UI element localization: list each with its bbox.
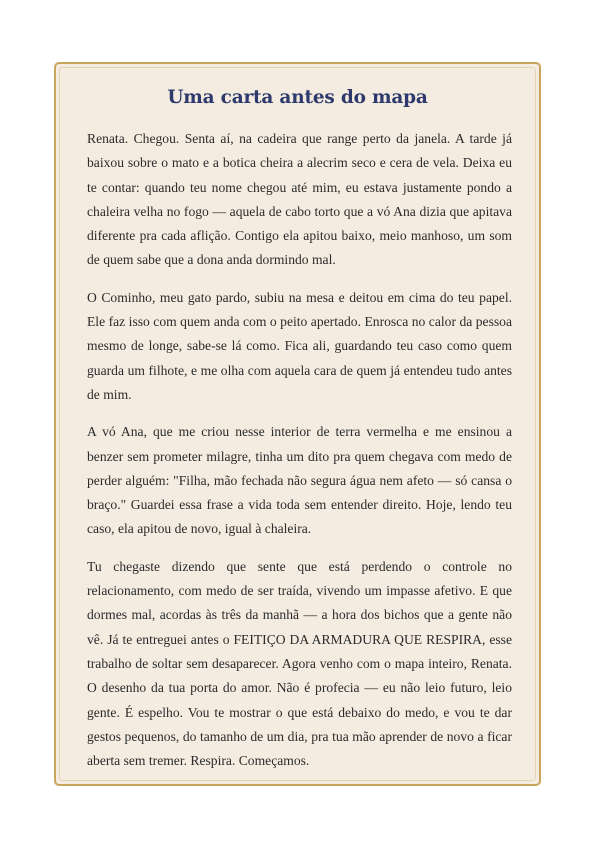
letter-card — [54, 62, 541, 786]
letter-title: Uma carta antes do mapa — [167, 87, 428, 108]
paragraph-1: Renata. Chegou. Senta aí, na cadeira que range perto da janela. A tarde já baixou sobre o mato e a botica cheira a alecrim seco e cera de vela. Deixa eu te contar: quando teu nome chegou até mim, eu estava justamente pondo a chaleira velha no fogo — aquela de cabo torto que a vó Ana dizia que apitava diferente pra cada aflição. Contigo ela apitou baixo, meio manhoso, um som de quem sabe que a dona anda dormindo mal. — [87, 131, 512, 268]
paragraph-3: A vó Ana, que me criou nesse interior de terra vermelha e me ensinou a benzer sem prometer milagre, tinha um dito pra quem chegava com medo de perder alguém: "Filha, mão fechada não segura água nem afeto — só cansa o braço." Guardei essa frase a vida toda sem entender direito. Hoje, lendo teu caso, ela apitou de novo, igual à chaleira. — [87, 424, 512, 537]
paragraph-4: Tu chegaste dizendo que sente que está perdendo o controle no relacionamento, com medo de ser traída, vivendo um impasse afetivo. E que dormes mal, acordas às três da manhã — a hora dos bichos que a gente não vê. Já te entreguei antes o FEITIÇO DA ARMADURA QUE RESPIRA, esse trabalho de soltar sem desaparecer. Agora venho com o mapa inteiro, Renata. O desenho da tua porta do amor. Não é profecia — eu não leio futuro, leio gente. É espelho. Vou te mostrar o que está debaixo do medo, e vou te dar gestos pequenos, do tamanho de um dia, pra tua mão aprender de novo a ficar aberta sem tremer. Respira. Começamos. — [87, 558, 512, 769]
paragraph-2: O Cominho, meu gato pardo, subiu na mesa e deitou em cima do teu papel. Ele faz isso com quem anda com o peito apertado. Enrosca no calor da pessoa mesmo de longe, sabe-se lá como. Fica ali, guardando teu caso como quem guarda um filhote, e me olha com aquela cara de quem já entendeu tudo antes de mim. — [87, 289, 512, 402]
letter-body — [87, 127, 512, 773]
